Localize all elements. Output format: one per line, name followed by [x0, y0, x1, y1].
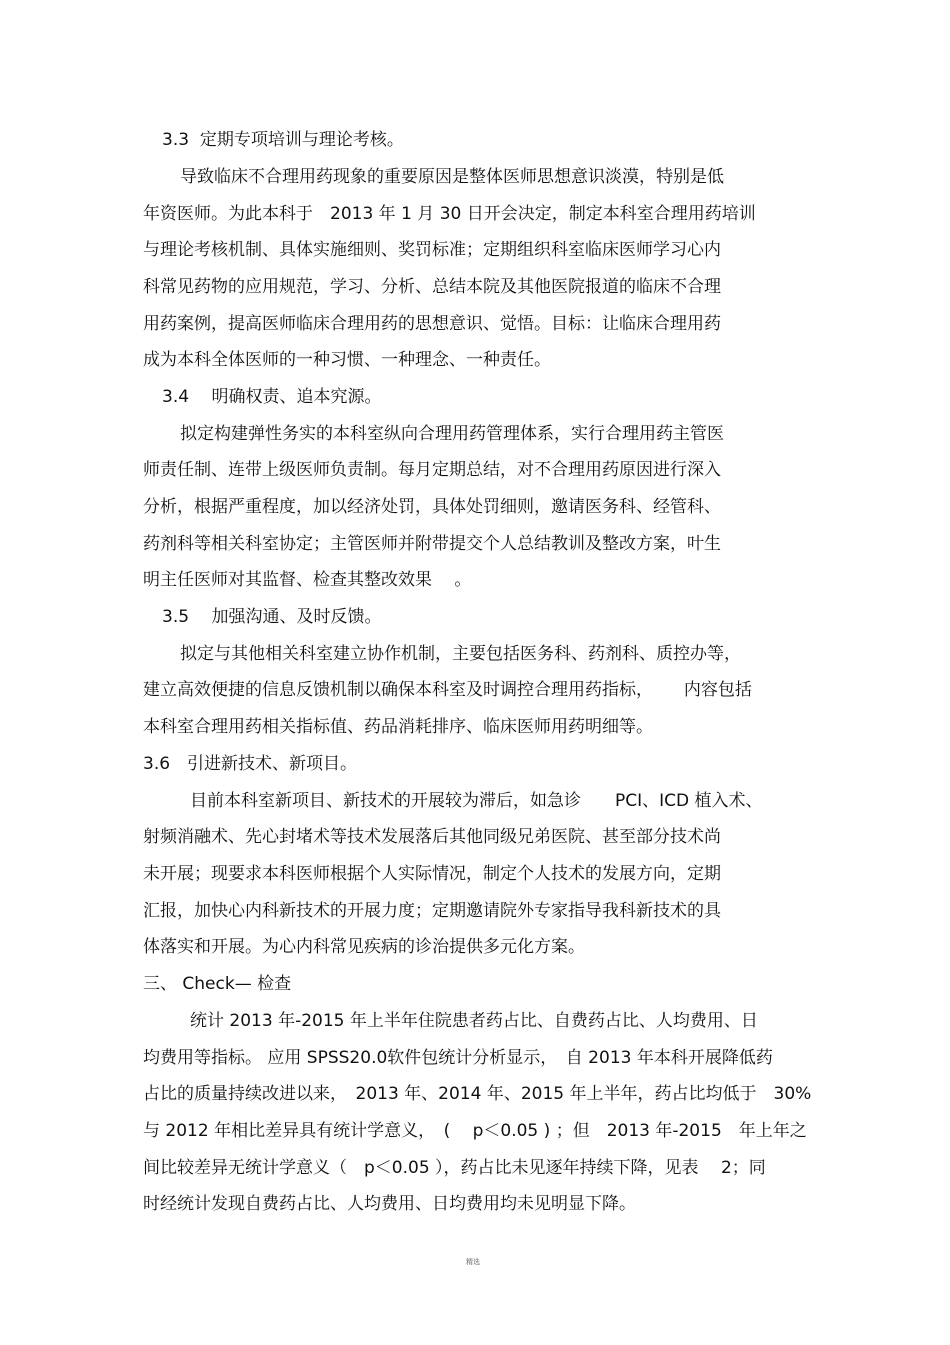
paragraph-line: 拟定与其他相关科室建立协作机制，主要包括医务科、药剂科、质控办等，	[180, 644, 741, 664]
paragraph-line: 射频消融术、先心封堵术等技术发展落后其他同级兄弟医院、甚至部分技术尚	[143, 827, 721, 847]
section-heading-check: 三、 Check— 检查	[143, 974, 292, 994]
paragraph-line: 年资医师。为此本科于 2013 年 1 月 30 日开会决定，制定本科室合理用药培训	[143, 204, 756, 224]
paragraph-line: 目前本科室新项目、新技术的开展较为滞后，如急诊 PCI、ICD 植入术、	[190, 791, 763, 811]
paragraph-line: 建立高效便捷的信息反馈机制以确保本科室及时调控合理用药指标， 内容包括	[143, 680, 752, 700]
paragraph-line: 用药案例，提高医师临床合理用药的思想意识、觉悟。目标：让临床合理用药	[143, 314, 721, 334]
paragraph-line: 明主任医师对其监督、检查其整改效果 。	[143, 570, 472, 590]
paragraph-line: 均费用等指标。 应用 SPSS20.0软件包统计分析显示， 自 2013 年本科开展降低药	[143, 1048, 773, 1068]
paragraph-line: 分析，根据严重程度，加以经济处罚，具体处罚细则，邀请医务科、经管科、	[143, 497, 721, 517]
paragraph-line: 导致临床不合理用药现象的重要原因是整体医师思想意识淡漠，特别是低	[180, 167, 724, 187]
section-heading-3-6: 3.6 引进新技术、新项目。	[143, 754, 358, 774]
paragraph-line: 拟定构建弹性务实的本科室纵向合理用药管理体系，实行合理用药主管医	[180, 424, 724, 444]
page-footer: 精选	[466, 1258, 480, 1266]
section-heading-3-5: 3.5 加强沟通、及时反馈。	[162, 607, 382, 627]
paragraph-line: 与理论考核机制、具体实施细则、奖罚标准；定期组织科室临床医师学习心内	[143, 240, 721, 260]
section-heading-3-3: 3.3 定期专项培训与理论考核。	[162, 130, 404, 150]
paragraph-line: 成为本科全体医师的一种习惯、一种理念、一种责任。	[143, 350, 551, 370]
paragraph-line: 与 2012 年相比差异具有统计学意义， ( p＜0.05 ) ；但 2013 年-2015 年上年之	[143, 1121, 807, 1141]
paragraph-line: 汇报，加快心内科新技术的开展力度；定期邀请院外专家指导我科新技术的具	[143, 901, 721, 921]
paragraph-line: 占比的质量持续改进以来， 2013 年、2014 年、2015 年上半年，药占比均低于 30%	[143, 1084, 812, 1104]
paragraph-line: 间比较差异无统计学意义（ p＜0.05 ），药占比未见逐年持续下降，见表 2；同	[143, 1158, 766, 1178]
paragraph-line: 体落实和开展。为心内科常见疾病的诊治提供多元化方案。	[143, 937, 585, 957]
paragraph-line: 统计 2013 年-2015 年上半年住院患者药占比、自费药占比、人均费用、日	[190, 1011, 758, 1031]
paragraph-line: 未开展；现要求本科医师根据个人实际情况，制定个人技术的发展方向，定期	[143, 864, 721, 884]
paragraph-line: 师责任制、连带上级医师负责制。每月定期总结，对不合理用药原因进行深入	[143, 460, 721, 480]
paragraph-line: 本科室合理用药相关指标值、药品消耗排序、临床医师用药明细等。	[143, 717, 653, 737]
paragraph-line: 药剂科等相关科室协定；主管医师并附带提交个人总结教训及整改方案，叶生	[143, 534, 721, 554]
section-heading-3-4: 3.4 明确权责、追本究源。	[162, 387, 382, 407]
paragraph-line: 时经统计发现自费药占比、人均费用、日均费用均未见明显下降。	[143, 1194, 636, 1214]
paragraph-line: 科常见药物的应用规范，学习、分析、总结本院及其他医院报道的临床不合理	[143, 277, 721, 297]
